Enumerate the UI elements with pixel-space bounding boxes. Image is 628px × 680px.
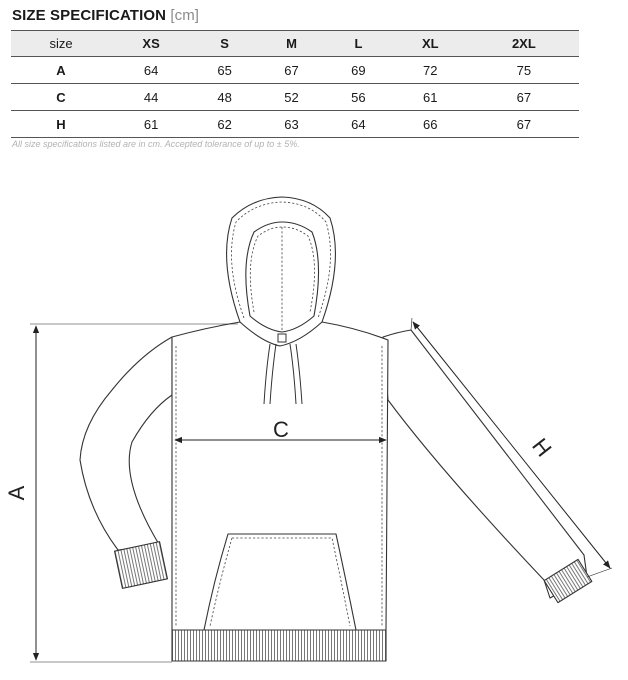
row-label: A	[11, 57, 111, 84]
table-cell: 65	[191, 57, 258, 84]
row-label: C	[11, 84, 111, 111]
title-text: SIZE SPECIFICATION	[12, 7, 167, 24]
table-cell: 67	[469, 111, 579, 138]
unit-label: [cm]	[170, 7, 200, 24]
waistband	[172, 630, 386, 661]
dimension-a-label: A	[4, 485, 29, 501]
table-cell: 66	[392, 111, 469, 138]
table-cell: 62	[191, 111, 258, 138]
dimension-c-label: C	[273, 417, 289, 442]
table-cell: 64	[111, 57, 191, 84]
guide-line-cuff	[587, 568, 612, 577]
header-size: S	[191, 31, 258, 57]
table-cell: 56	[325, 84, 392, 111]
tolerance-note: All size specifications listed are in cm. Accepted tolerance of up to ± 5%.	[12, 139, 300, 149]
table-cell: 67	[258, 57, 325, 84]
table-cell: 61	[392, 84, 469, 111]
kangaroo-pocket	[204, 534, 356, 630]
table-cell: 61	[111, 111, 191, 138]
dimension-h-label: H	[527, 433, 557, 462]
guide-line-shoulder	[411, 318, 412, 330]
table-cell: 67	[469, 84, 579, 111]
table-cell: 75	[469, 57, 579, 84]
header-size: 2XL	[469, 31, 579, 57]
table-cell: 72	[392, 57, 469, 84]
table-cell: 48	[191, 84, 258, 111]
header-size: XL	[392, 31, 469, 57]
right-sleeve	[383, 330, 587, 598]
hoodie-outline	[80, 197, 592, 661]
header-size: XS	[111, 31, 191, 57]
left-sleeve	[80, 337, 172, 550]
table-cell: 44	[111, 84, 191, 111]
table-cell: 63	[258, 111, 325, 138]
table-cell: 52	[258, 84, 325, 111]
row-label: H	[11, 111, 111, 138]
header-corner: size	[11, 31, 111, 57]
header-size: L	[325, 31, 392, 57]
table-cell: 64	[325, 111, 392, 138]
header-size: M	[258, 31, 325, 57]
table-cell: 69	[325, 57, 392, 84]
